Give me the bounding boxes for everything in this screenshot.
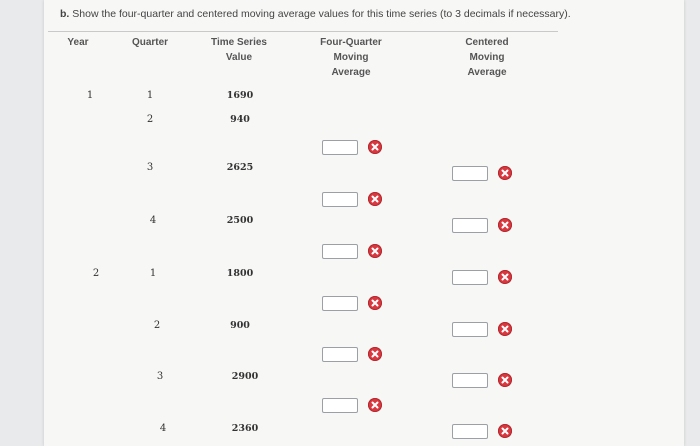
four-quarter-input[interactable] [322, 244, 358, 259]
header-four-quarter [306, 35, 396, 80]
centered-input[interactable] [452, 373, 488, 388]
row-1-year: 1 [86, 90, 94, 101]
row-6-quarter: 2 [153, 320, 161, 331]
row-4-quarter: 4 [149, 215, 157, 226]
header-year [58, 35, 98, 50]
four-quarter-input[interactable] [322, 347, 358, 362]
close-circle-icon [498, 373, 512, 387]
close-circle-icon [498, 424, 512, 438]
close-circle-icon [498, 218, 512, 232]
question-body: Show the four-quarter and centered moving average values for this time series (to 3 decimals if necessary). [72, 8, 571, 20]
close-circle-icon [368, 244, 382, 258]
row-2-quarter: 2 [146, 114, 154, 125]
header-quarter-label: Quarter [131, 37, 169, 48]
close-circle-icon [368, 192, 382, 206]
row-7-value: 2900 [231, 371, 259, 382]
row-1-value: 1690 [226, 90, 254, 101]
close-circle-icon [368, 347, 382, 361]
row-3-value: 2625 [226, 162, 254, 173]
centered-input[interactable] [452, 218, 488, 233]
header-time-series-line2: Value [225, 52, 253, 63]
header-centered-line1: Centered [465, 37, 509, 48]
header-year-label: Year [67, 37, 89, 48]
row-2-value: 940 [230, 114, 250, 125]
centered-input[interactable] [452, 424, 488, 439]
question-text [60, 8, 571, 20]
header-centered [442, 35, 532, 80]
close-circle-icon [498, 166, 512, 180]
question-part: b. [60, 8, 70, 20]
row-6-value: 900 [230, 320, 250, 331]
header-centered-line3: Average [467, 67, 507, 78]
header-four-quarter-line1: Four-Quarter [320, 37, 382, 48]
close-circle-icon [498, 270, 512, 284]
row-5-year: 2 [92, 268, 100, 279]
centered-input[interactable] [452, 270, 488, 285]
header-four-quarter-line3: Average [331, 67, 371, 78]
four-quarter-input[interactable] [322, 192, 358, 207]
header-quarter [122, 35, 178, 50]
row-4-value: 2500 [226, 215, 254, 226]
row-1-quarter: 1 [146, 90, 154, 101]
row-8-quarter: 4 [159, 423, 167, 434]
close-circle-icon [368, 398, 382, 412]
header-four-quarter-line2: Moving [333, 52, 369, 63]
close-circle-icon [368, 140, 382, 154]
close-circle-icon [368, 296, 382, 310]
header-time-series [196, 35, 282, 65]
row-5-quarter: 1 [149, 268, 157, 279]
four-quarter-input[interactable] [322, 398, 358, 413]
four-quarter-input[interactable] [322, 296, 358, 311]
row-3-quarter: 3 [146, 162, 154, 173]
centered-input[interactable] [452, 322, 488, 337]
four-quarter-input[interactable] [322, 140, 358, 155]
header-centered-line2: Moving [469, 52, 505, 63]
row-5-value: 1800 [226, 268, 254, 279]
header-divider [48, 31, 558, 32]
centered-input[interactable] [452, 166, 488, 181]
row-8-value: 2360 [231, 423, 259, 434]
header-time-series-line1: Time Series [211, 37, 267, 48]
close-circle-icon [498, 322, 512, 336]
row-7-quarter: 3 [156, 371, 164, 382]
